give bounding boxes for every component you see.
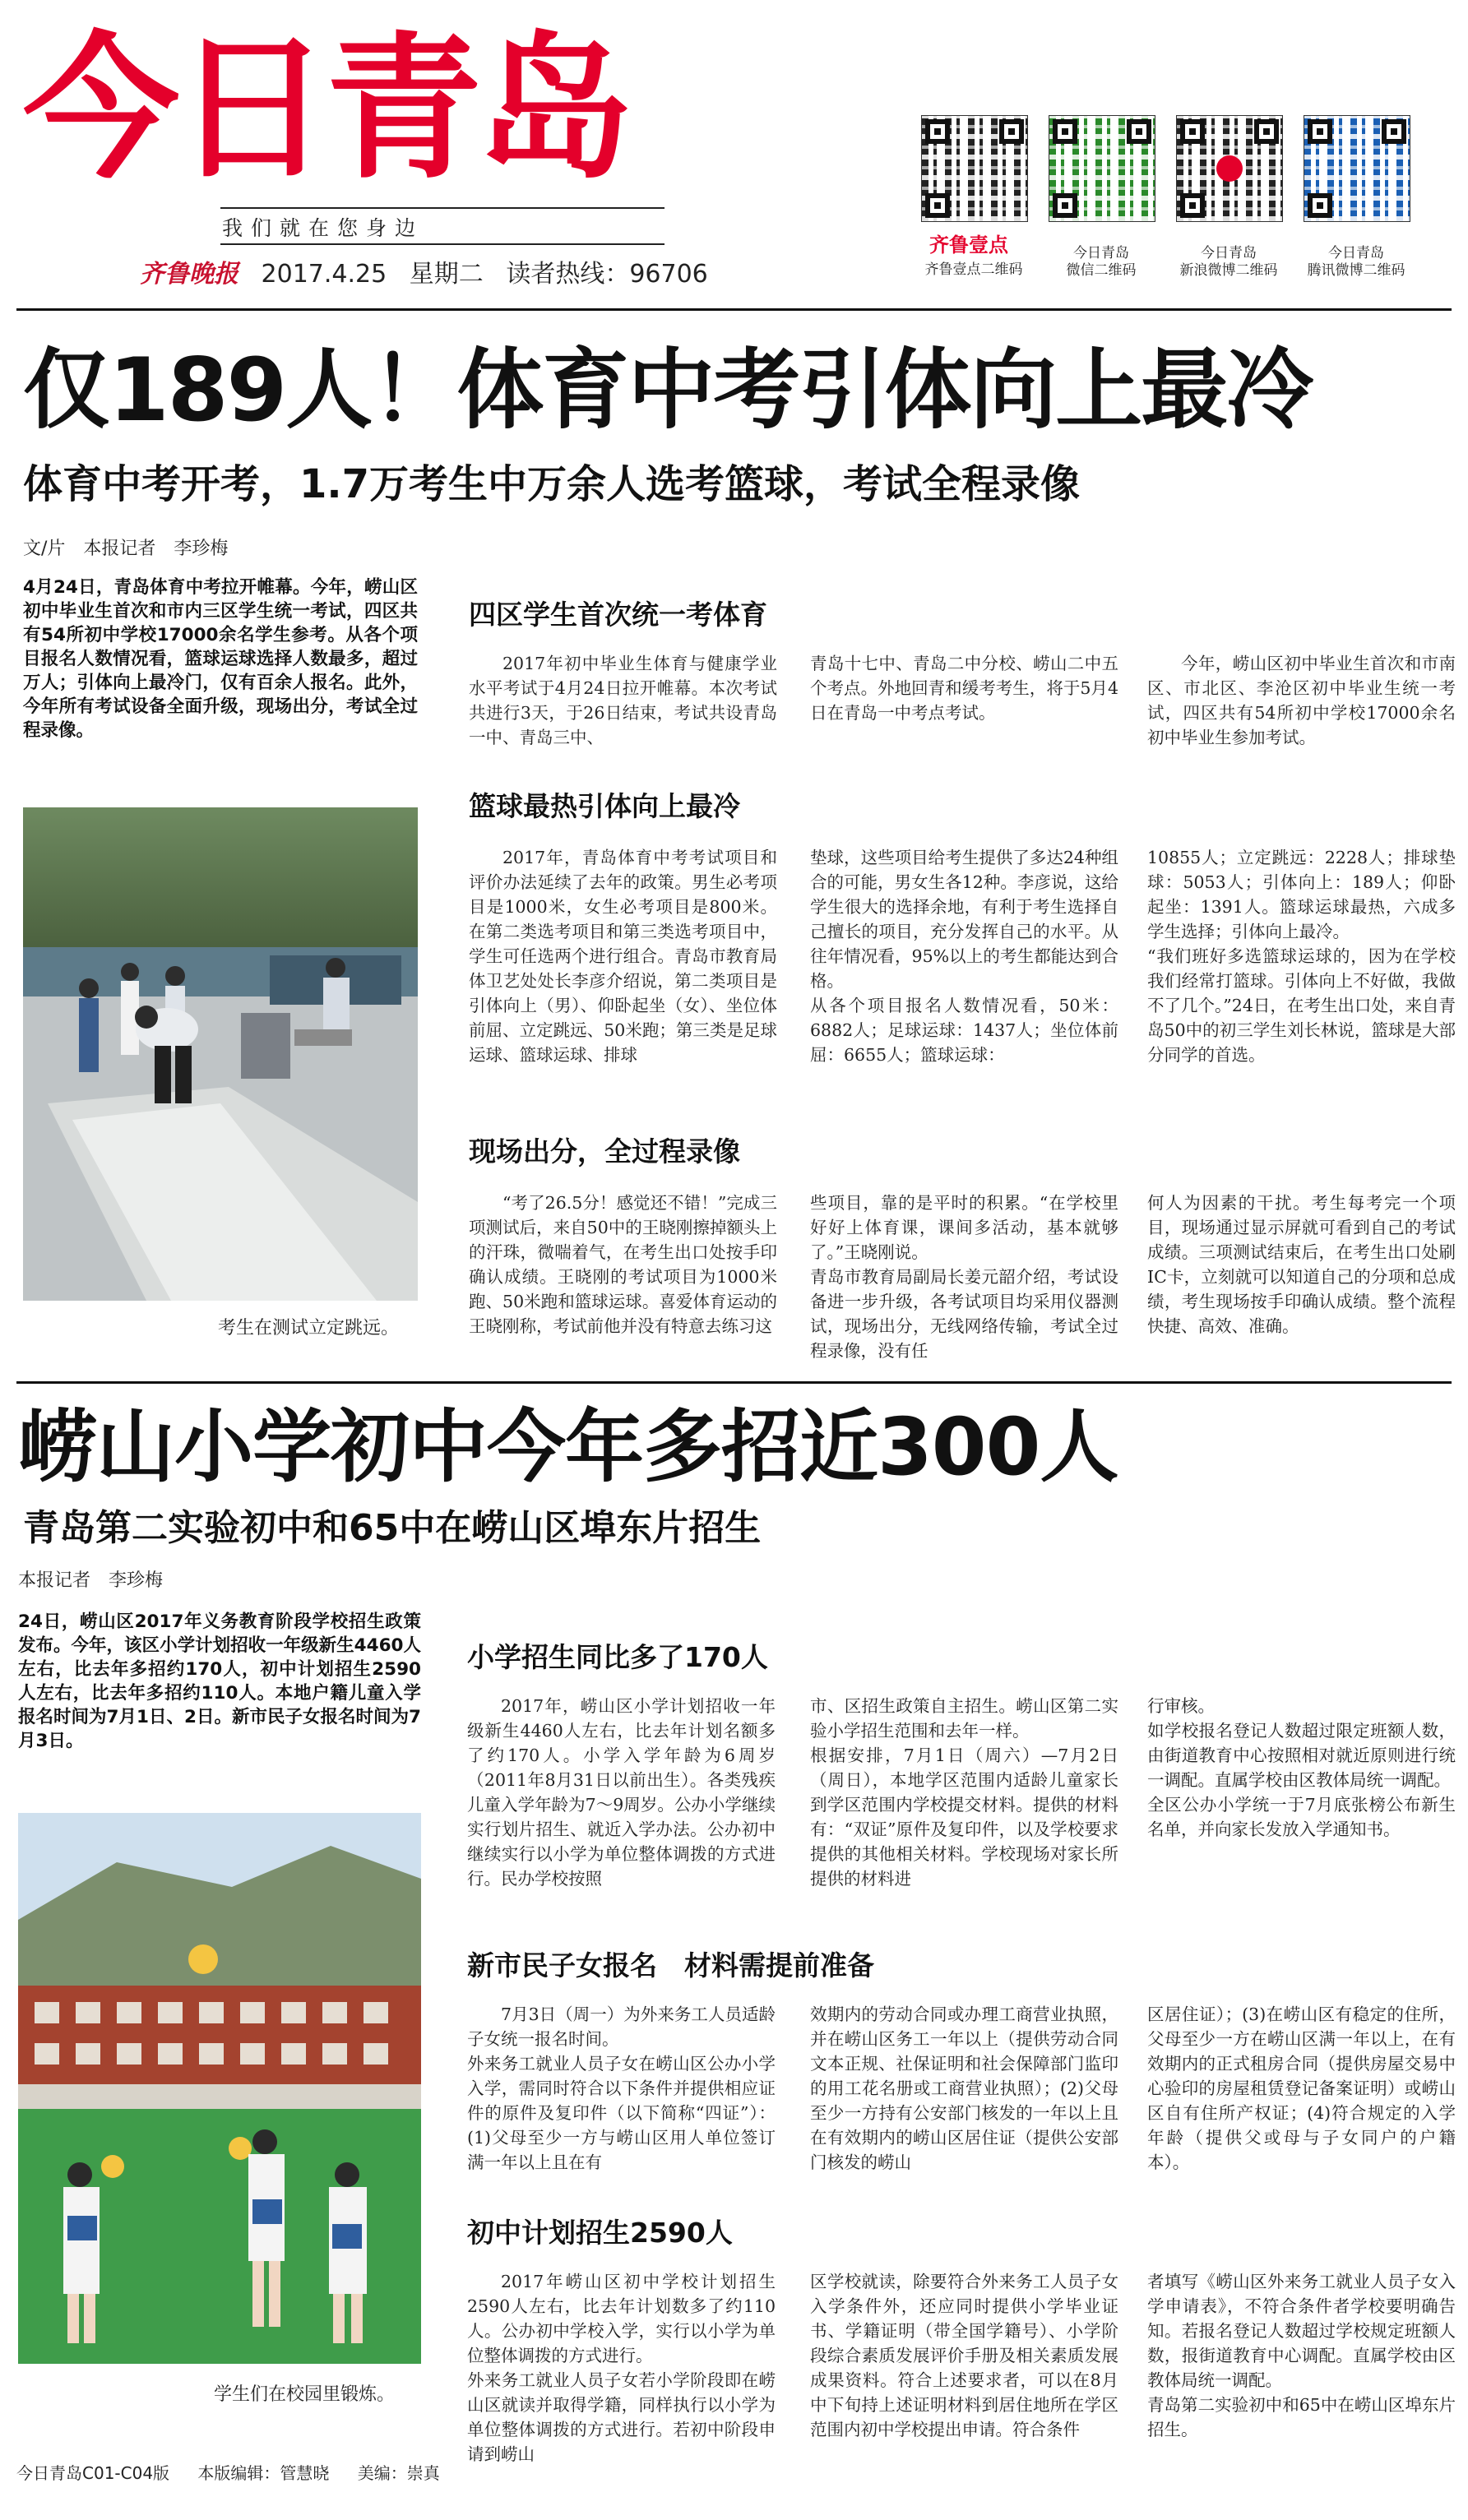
paragraph: 2017年，崂山区小学计划招收一年级新生4460人左右，比去年计划名额多了约170人。小学入学年龄为6周岁（2011年8月31日以前出生）。各类残疾儿童入学年龄为7～9周岁。公办小学继续实行划片招生、就近入学办法。公办初中继续实行以小学为单位整体调拨的方式进行。民办学校按照 <box>467 1696 776 1889</box>
slogan-rule-top <box>220 207 665 209</box>
story1-section1-title: 四区学生首次统一考体育 <box>469 599 767 631</box>
masthead-slogan: 我们就在您身边 <box>222 216 424 240</box>
story1-section2-col1 <box>469 845 777 1067</box>
story2-photo-caption: 学生们在校园里锻炼。 <box>214 2384 396 2405</box>
story1-section3-col1 <box>469 1191 777 1339</box>
story2-section1-col3 <box>1147 1694 1456 1842</box>
paragraph: 青岛十七中、青岛二中分校、崂山二中五个考点。外地回青和缓考考生，将于5月4日在青岛一中考点考试。 <box>810 654 1118 723</box>
story1-headline: 仅189人！体育中考引体向上最冷 <box>23 340 1313 441</box>
paragraph: 者填写《崂山区外来务工就业人员子女入学申请表》，不符合条件者学校要明确告知。若报名登记人数超过学校规定班额人数，报街道教育中心调配。直属学校由区教体局统一调配。 青岛第二实验初中和65中在崂山区埠东片招生。 <box>1147 2272 1456 2439</box>
reader-hotline: 读者热线：96706 <box>506 260 708 289</box>
qr-caption-qilu: 齐鲁壹点二维码 <box>924 261 1023 278</box>
paragraph: 今年，崂山区初中毕业生首次和市南区、市北区、李沧区初中毕业生统一考试，四区共有54所初中学校17000余名初中毕业生参加考试。 <box>1147 654 1456 747</box>
story2-photo-campus-exercise <box>18 1813 421 2364</box>
story2-section1-col2 <box>810 1694 1118 1891</box>
story1-section3-title: 现场出分，全过程录像 <box>469 1135 740 1168</box>
story1-section2-col2 <box>810 845 1118 1067</box>
story1-lead: 4月24日，青岛体育中考拉开帷幕。今年，崂山区初中毕业生首次和市内三区学生统一考试，四区共有54所初中学校17000余名学生参考。从各个项目报名人数情况看，篮球运球选择人数最多，超过万人；引体向上最冷门，仅有百余人报名。此外，今年所有考试设备全面升级，现场出分，考试全过程录像。 <box>23 577 418 741</box>
story1-section3-col2 <box>810 1191 1118 1363</box>
story2-section2-col1 <box>467 2002 776 2175</box>
story2-section3-col2 <box>810 2269 1118 2442</box>
paragraph: 区学校就读，除要符合外来务工人员子女入学条件外，还应同时提供小学毕业证书、学籍证明（带全国学籍号）、小学阶段综合素质发展评价手册及相关素质发展成果资料。符合上述要求者，可以在8月中下旬持上述证明材料到居住地所在学区范围内初中学校提出申请。符合条件 <box>810 2272 1118 2439</box>
paragraph: 垫球，这些项目给考生提供了多达24种组合的可能，男女生各12种。李彦说，这给学生很大的选择余地，有利于考生选择自己擅长的项目，充分发挥自己的水平。从往年情况看，95%以上的考生都能达到合格。 从各个项目报名人数情况看，50米：6882人；足球运球：1437人；坐位体前屈：6655人；篮球运球： <box>810 848 1118 1065</box>
footer-edition: 今日青岛C01-C04版 <box>16 2463 170 2483</box>
story1-section2-col3 <box>1147 845 1456 1067</box>
paper-name: 齐鲁晚报 <box>140 260 238 289</box>
qr-code-qilu[interactable] <box>921 115 1028 222</box>
story2-section2-col3 <box>1147 2002 1456 2175</box>
masthead-divider <box>16 308 1452 311</box>
story-divider <box>16 1381 1452 1384</box>
qr-caption-wechat: 今日青岛 微信二维码 <box>1066 245 1137 279</box>
paragraph: 2017年，青岛体育中考考试项目和评价办法延续了去年的政策。男生必考项目是1000米，女生必考项目是800米。在第二类选考项目和第三类选考项目中，学生可任选两个进行组合。青岛市教育局体卫艺处处长李彦介绍说，第二类项目是引体向上（男）、仰卧起坐（女）、坐位体前屈、立定跳远、50米跑；第三类是足球运球、篮球运球、排球 <box>469 848 777 1065</box>
story2-section3-col3 <box>1147 2269 1456 2442</box>
qr-code-strip <box>921 115 1456 296</box>
qr-caption-tencent-weibo: 今日青岛 腾讯微博二维码 <box>1307 245 1405 279</box>
story1-section2-title: 篮球最热引体向上最冷 <box>469 790 740 822</box>
story1-photo-standing-jump <box>23 807 418 1301</box>
paragraph: 区居住证）；(3)在崂山区有稳定的住所，父母至少一方在崂山区满一年以上，在有效期内的正式租房合同（提供房屋交易中心验印的房屋租赁登记备案证明）或崂山区自有住所产权证；(4)符合规定的入学年龄（提供父或母与子女同户的户籍本）。 <box>1147 2004 1456 2172</box>
paragraph: 何人为因素的干扰。考生每考完一个项目，现场通过显示屏就可看到自己的考试成绩。三项测试结束后，在考生出口处刷IC卡，立刻就可以知道自己的分项和总成绩，考生现场按手印确认成绩。整个流程快捷、高效、准确。 <box>1147 1193 1456 1336</box>
qr-caption-sina-weibo: 今日青岛 新浪微博二维码 <box>1179 245 1278 279</box>
story1-photo-caption: 考生在测试立定跳远。 <box>218 1318 400 1339</box>
qilu-brand-label: 齐鲁壹点 <box>929 234 1008 257</box>
slogan-rule-bottom <box>220 243 665 245</box>
issue-date: 2017.4.25 <box>261 260 387 289</box>
paragraph: 2017年初中毕业生体育与健康学业水平考试于4月24日拉开帷幕。本次考试共进行3天，于26日结束，考试共设青岛一中、青岛三中、 <box>469 654 777 747</box>
dateline <box>140 253 708 289</box>
page-footer <box>16 2460 463 2484</box>
story2-section1-col1 <box>467 1694 776 1891</box>
paragraph: 2017年崂山区初中学校计划招生2590人左右，比去年计划数多了约110人。公办初中学校入学，实行以小学为单位整体调拨的方式进行。 外来务工就业人员子女若小学阶段即在崂山区就读并取得学籍，同样执行以小学为单位整体调拨的方式进行。若初中阶段申请到崂山 <box>467 2272 776 2464</box>
paragraph: 些项目，靠的是平时的积累。“在学校里好好上体育课，课间多活动，基本就够了。”王晓刚说。 青岛市教育局副局长姜元韶介绍，考试设备进一步升级，各考试项目均采用仪器测试，现场出分，无线网络传输，考试全过程录像，没有任 <box>810 1193 1118 1361</box>
masthead-title: 今日青岛 <box>23 18 629 200</box>
qr-code-wechat[interactable] <box>1049 115 1155 222</box>
issue-weekday: 星期二 <box>409 260 484 289</box>
footer-editor: 本版编辑：管慧晓 <box>197 2463 330 2483</box>
paragraph: 行审核。 如学校报名登记人数超过限定班额人数，由街道教育中心按照相对就近原则进行统一调配。直属学校由区教体局统一调配。 全区公办小学统一于7月底张榜公布新生名单，并向家长发放入学通知书。 <box>1147 1696 1456 1839</box>
paragraph: 市、区招生政策自主招生。崂山区第二实验小学招生范围和去年一样。 根据安排，7月1日（周六）—7月2日（周日），本地学区范围内适龄儿童家长到学区范围内学校提交材料。提供的材料有：“双证”原件及复印件，以及学校要求提供的其他相关材料。学校现场对家长所提供的材料进 <box>810 1696 1118 1889</box>
story2-lead: 24日，崂山区2017年义务教育阶段学校招生政策发布。今年，该区小学计划招收一年级新生4460人左右，比去年多招约170人，初中计划招生2590人左右，比去年多招约110人。本地户籍儿童入学报名时间为7月1日、2日。新市民子女报名时间为7月3日。 <box>18 1611 421 1751</box>
story1-subhead: 体育中考开考，1.7万考生中万余人选考篮球，考试全程录像 <box>23 461 1081 507</box>
story1-section3-col3 <box>1147 1191 1456 1339</box>
story2-subhead: 青岛第二实验初中和65中在崂山区埠东片招生 <box>23 1507 762 1549</box>
story2-section3-col1 <box>467 2269 776 2467</box>
story2-section2-col2 <box>810 2002 1118 2175</box>
story2-section2-title: 新市民子女报名 材料需提前准备 <box>467 1949 874 1981</box>
story1-byline: 文/片 本报记者 李珍梅 <box>23 539 229 559</box>
paragraph: 效期内的劳动合同或办理工商营业执照，并在崂山区务工一年以上（提供劳动合同文本正规、社保证明和社会保障部门监印的用工花名册或工商营业执照）；(2)父母至少一方持有公安部门核发的一年以上且在有效期内的崂山区居住证（提供公安部门核发的崂山 <box>810 2004 1118 2172</box>
paragraph: 7月3日（周一）为外来务工人员适龄子女统一报名时间。 外来务工就业人员子女在崂山区公办小学入学，需同时符合以下条件并提供相应证件的原件及复印件（以下简称“四证”）：(1)父母至少一方与崂山区用人单位签订满一年以上且在有 <box>467 2004 776 2172</box>
paragraph: 10855人；立定跳远：2228人；排球垫球：5053人；引体向上：189人；仰卧起坐：1391人。篮球运球最热，六成多学生选择；引体向上最冷。 “我们班好多选篮球运球的，因为在学校我们经常打篮球。引体向上不好做，我做不了几个。”24日，在考生出口处，来自青岛50中的初三学生刘长林说，篮球是大部分同学的首选。 <box>1147 848 1456 1065</box>
paragraph: “考了26.5分！感觉还不错！”完成三项测试后，来自50中的王晓刚擦掉额头上的汗珠，微喘着气，在考生出口处按手印确认成绩。王晓刚的考试项目为1000米跑、50米跑和篮球运球。喜爱体育运动的王晓刚称，考试前他并没有特意去练习这 <box>469 1193 777 1336</box>
story1-section1-col2 <box>810 651 1118 725</box>
story1-section1-col1 <box>469 651 777 750</box>
qr-code-tencent-weibo[interactable] <box>1304 115 1410 222</box>
story2-section1-title: 小学招生同比多了170人 <box>467 1641 768 1673</box>
footer-designer: 美编：崇真 <box>357 2463 440 2483</box>
story2-byline: 本报记者 李珍梅 <box>18 1570 164 1591</box>
story2-section3-title: 初中计划招生2590人 <box>467 2217 733 2249</box>
story1-section1-col3 <box>1147 651 1456 750</box>
qr-code-sina-weibo[interactable] <box>1176 115 1283 222</box>
story2-headline: 崂山小学初中今年多招近300人 <box>18 1401 1118 1493</box>
